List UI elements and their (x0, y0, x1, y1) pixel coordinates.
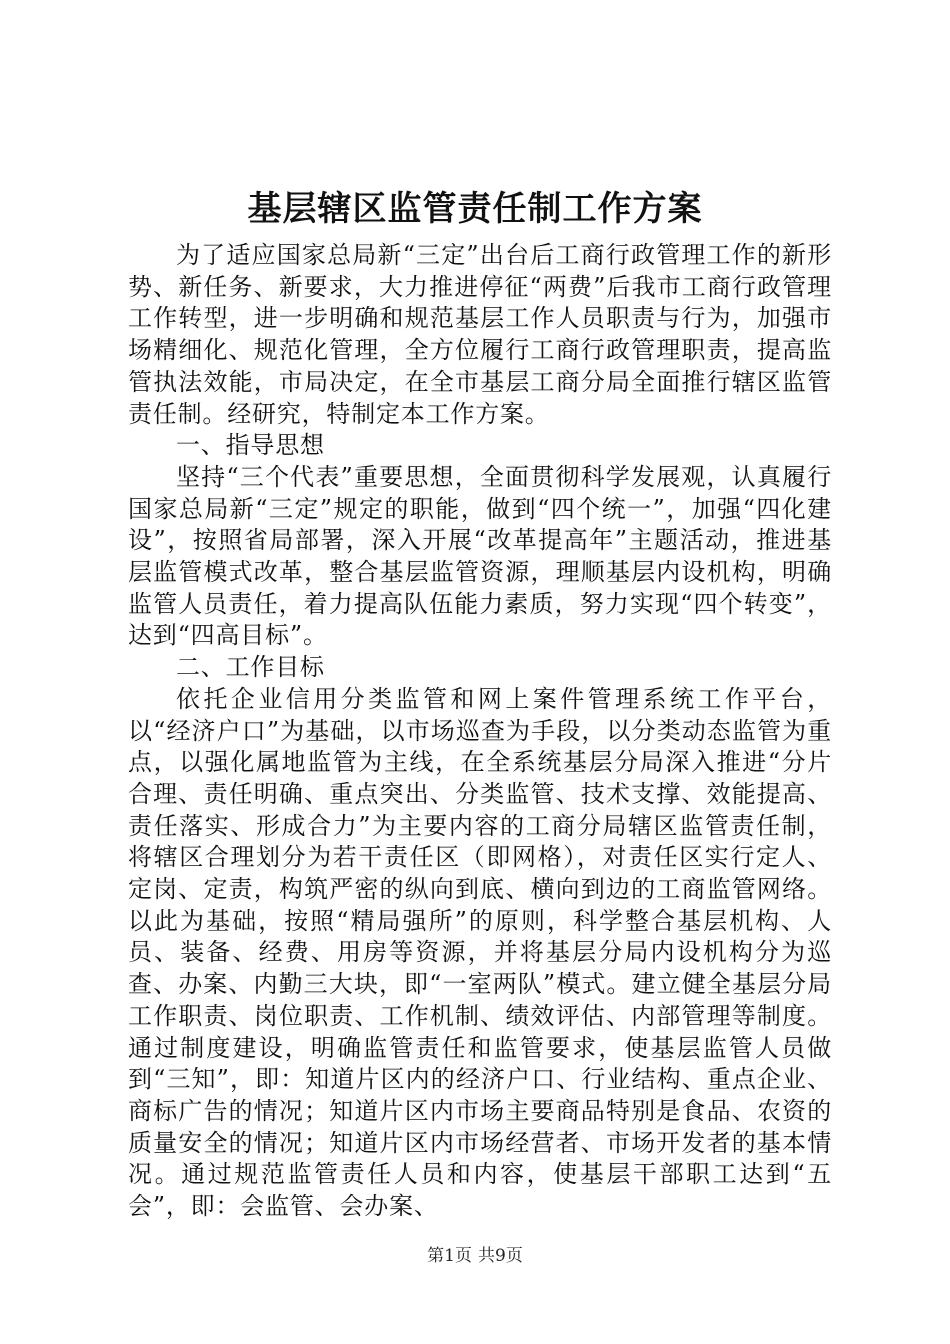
total-pages: 共9页 (478, 1246, 523, 1266)
page-footer (0, 1244, 950, 1268)
page-number: 第1页 (427, 1246, 472, 1266)
document-body (128, 240, 832, 1223)
section-heading-guiding-ideology: 一、指导思想 (176, 431, 325, 460)
work-goals-paragraph: 依托企业信用分类监管和网上案件管理系统工作平台，以“经济户口”为基础，以市场巡查为手段，以分类动态监管为重点，以强化属地监管为主线，在全系统基层分局深入推进“分片合理、责任明确、重点突出、分类监管、技术支撑、效能提高、责任落实、形成合力”为主要内容的工商分局辖区监管责任制，将辖区合理划分为若干责任区（即网格），对责任区实行定人、定岗、定责，构筑严密的纵向到底、横向到边的工商监管网络。以此为基础，按照“精局强所”的原则，科学整合基层机构、人员、装备、经费、用房等资源，并将基层分局内设机构分为巡查、办案、内勤三大块，即“一室两队”模式。建立健全基层分局工作职责、岗位职责、工作机制、绩效评估、内部管理等制度。通过制度建设，明确监管责任和监管要求，使基层监管人员做到“三知”，即：知道片区内的经济户口、行业结构、重点企业、商标广告的情况；知道片区内市场主要商品特别是食品、农资的质量安全的情况；知道片区内市场经营者、市场开发者的基本情况。通过规范监管责任人员和内容，使基层干部职工达到“五会”，即：会监管、会办案、 (128, 684, 832, 1221)
document-title: 基层辖区监管责任制工作方案 (247, 189, 703, 229)
section-heading-work-goals: 二、工作目标 (176, 653, 325, 682)
intro-paragraph: 为了适应国家总局新“三定”出台后工商行政管理工作的新形势、新任务、新要求，大力推进停征“两费”后我市工商行政管理工作转型，进一步明确和规范基层工作人员职责与行为，加强市场精细化、规范化管理，全方位履行工商行政管理职责，提高监管执法效能，市局决定，在全市基层工商分局全面推行辖区监管责任制。经研究，特制定本工作方案。 (128, 241, 832, 428)
guiding-ideology-paragraph: 坚持“三个代表”重要思想，全面贯彻科学发展观，认真履行国家总局新“三定”规定的职能，做到“四个统一”，加强“四化建设”，按照省局部署，深入开展“改革提高年”主题活动，推进基层监管模式改革，整合基层监管资源，理顺基层内设机构，明确监管人员责任，着力提高队伍能力素质，努力实现“四个转变”，达到“四高目标”。 (128, 462, 832, 650)
